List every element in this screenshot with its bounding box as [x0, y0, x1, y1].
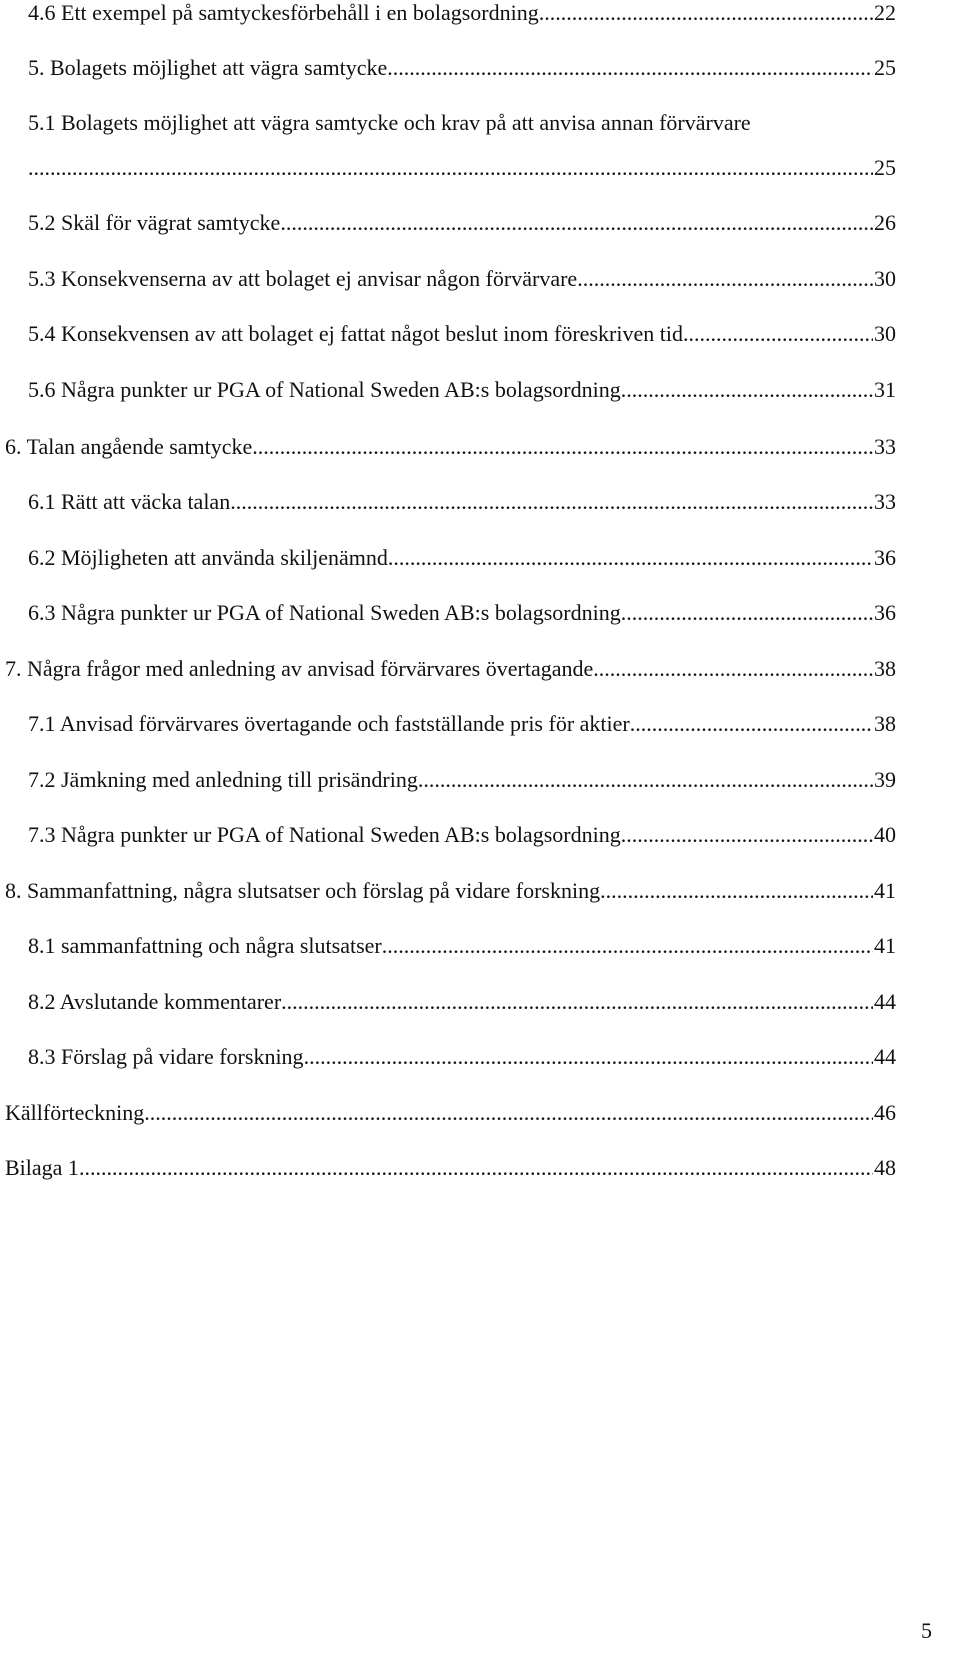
toc-entry[interactable]	[5, 876, 896, 906]
toc-entry-page: 38	[874, 711, 896, 736]
toc-entry-label: 5. Bolagets möjlighet att vägra samtycke	[28, 55, 388, 80]
toc-entry-label: 5.2 Skäl för vägrat samtycke	[28, 210, 281, 235]
toc-entry[interactable]	[28, 820, 896, 850]
toc-dot-leader	[230, 487, 873, 517]
toc-entry-page: 40	[874, 822, 896, 847]
toc-dot-leader	[387, 53, 873, 83]
toc-dot-leader	[382, 931, 873, 961]
toc-entry-label: 6. Talan angående samtycke	[5, 434, 253, 459]
toc-entry-page: 44	[874, 989, 896, 1014]
toc-entry-label: Källförteckning	[5, 1100, 145, 1125]
toc-entry[interactable]	[28, 487, 896, 517]
toc-dot-leader	[683, 319, 873, 349]
toc-entry-page: 41	[874, 878, 896, 903]
toc-entry-page: 44	[874, 1044, 896, 1069]
toc-entry-page: 25	[874, 55, 896, 80]
toc-dot-leader	[418, 765, 873, 795]
toc-entry-page: 36	[874, 600, 896, 625]
toc-entry[interactable]	[28, 375, 896, 405]
toc-entry-label: 4.6 Ett exempel på samtyckesförbehåll i en bolagsordning	[28, 0, 539, 25]
toc-entry-page: 48	[874, 1155, 896, 1180]
toc-entry-page: 30	[874, 321, 896, 346]
toc-entry-label: 5.4 Konsekvensen av att bolaget ej fattat något beslut inom föreskriven tid	[28, 321, 683, 346]
toc-entry-label: 8.3 Förslag på vidare forskning	[28, 1044, 304, 1069]
toc-entry[interactable]	[28, 264, 896, 294]
toc-dot-leader	[79, 1153, 873, 1183]
toc-dot-leader	[280, 208, 873, 238]
toc-entry-label: 5.1 Bolagets möjlighet att vägra samtycke och krav på att anvisa annan förvärvare	[28, 110, 751, 135]
toc-dot-leader	[304, 1042, 873, 1072]
toc-entry[interactable]	[28, 208, 896, 238]
toc-entry-page: 38	[874, 656, 896, 681]
toc-entry[interactable]	[28, 543, 896, 573]
toc-dot-leader	[252, 432, 873, 462]
toc-entry-label: 7. Några frågor med anledning av anvisad förvärvares övertagande	[5, 656, 594, 681]
toc-entry[interactable]	[28, 319, 896, 349]
toc-entry[interactable]	[5, 1098, 896, 1128]
toc-entry-page: 26	[874, 210, 896, 235]
toc-entry-label: 5.3 Konsekvenserna av att bolaget ej anvisar någon förvärvare	[28, 266, 578, 291]
toc-entry-label: 8.2 Avslutande kommentarer	[28, 989, 282, 1014]
toc-dot-leader	[630, 709, 873, 739]
toc-entry[interactable]	[5, 1153, 896, 1183]
toc-entry[interactable]	[28, 53, 896, 83]
toc-entry-label: 6.2 Möjligheten att använda skiljenämnd	[28, 545, 388, 570]
toc-entry-label: 5.6 Några punkter ur PGA of National Sweden AB:s bolagsordning	[28, 377, 621, 402]
toc-dot-leader	[593, 654, 873, 684]
toc-entry-page: 41	[874, 933, 896, 958]
toc-entry-label: Bilaga 1	[5, 1155, 79, 1180]
toc-entry-page: 33	[874, 434, 896, 459]
toc-entry-label: 7.3 Några punkter ur PGA of National Sweden AB:s bolagsordning	[28, 822, 621, 847]
toc-dot-leader	[621, 598, 873, 628]
toc-entry[interactable]	[5, 654, 896, 684]
toc-entry[interactable]	[28, 1042, 896, 1072]
toc-entry[interactable]	[5, 432, 896, 462]
toc-dot-leader	[144, 1098, 873, 1128]
page-number: 5	[921, 1618, 932, 1643]
toc-entry[interactable]	[28, 765, 896, 795]
toc-dot-leader	[539, 0, 873, 28]
toc-entry-page: 22	[874, 0, 896, 25]
toc-entry-page: 30	[874, 266, 896, 291]
toc-entry-page: 39	[874, 767, 896, 792]
toc-entry-label: 6.3 Några punkter ur PGA of National Sweden AB:s bolagsordning	[28, 600, 621, 625]
toc-entry-page: 25	[874, 155, 896, 180]
toc-entry-page: 33	[874, 489, 896, 514]
toc-entry-page: 31	[874, 377, 896, 402]
toc-entry-label: 7.2 Jämkning med anledning till prisändring	[28, 767, 418, 792]
toc-dot-leader	[621, 820, 873, 850]
toc-entry-continuation[interactable]	[28, 153, 896, 183]
toc-entry[interactable]	[28, 709, 896, 739]
toc-dot-leader	[600, 876, 873, 906]
toc-entry[interactable]	[28, 108, 896, 138]
toc-entry[interactable]	[28, 0, 896, 28]
toc-entry-label: 8. Sammanfattning, några slutsatser och förslag på vidare forskning	[5, 878, 601, 903]
toc-entry-label: 6.1 Rätt att väcka talan	[28, 489, 231, 514]
toc-entry-page: 46	[874, 1100, 896, 1125]
toc-dot-leader	[28, 153, 873, 183]
toc-entry[interactable]	[28, 598, 896, 628]
toc-entry[interactable]	[28, 987, 896, 1017]
toc-dot-leader	[621, 375, 873, 405]
toc-entry[interactable]	[28, 931, 896, 961]
toc-dot-leader	[281, 987, 873, 1017]
toc-entry-label: 8.1 sammanfattning och några slutsatser	[28, 933, 382, 958]
toc-dot-leader	[388, 543, 873, 573]
toc-entry-label: 7.1 Anvisad förvärvares övertagande och fastställande pris för aktier	[28, 711, 630, 736]
toc-entry-page: 36	[874, 545, 896, 570]
toc-dot-leader	[577, 264, 873, 294]
